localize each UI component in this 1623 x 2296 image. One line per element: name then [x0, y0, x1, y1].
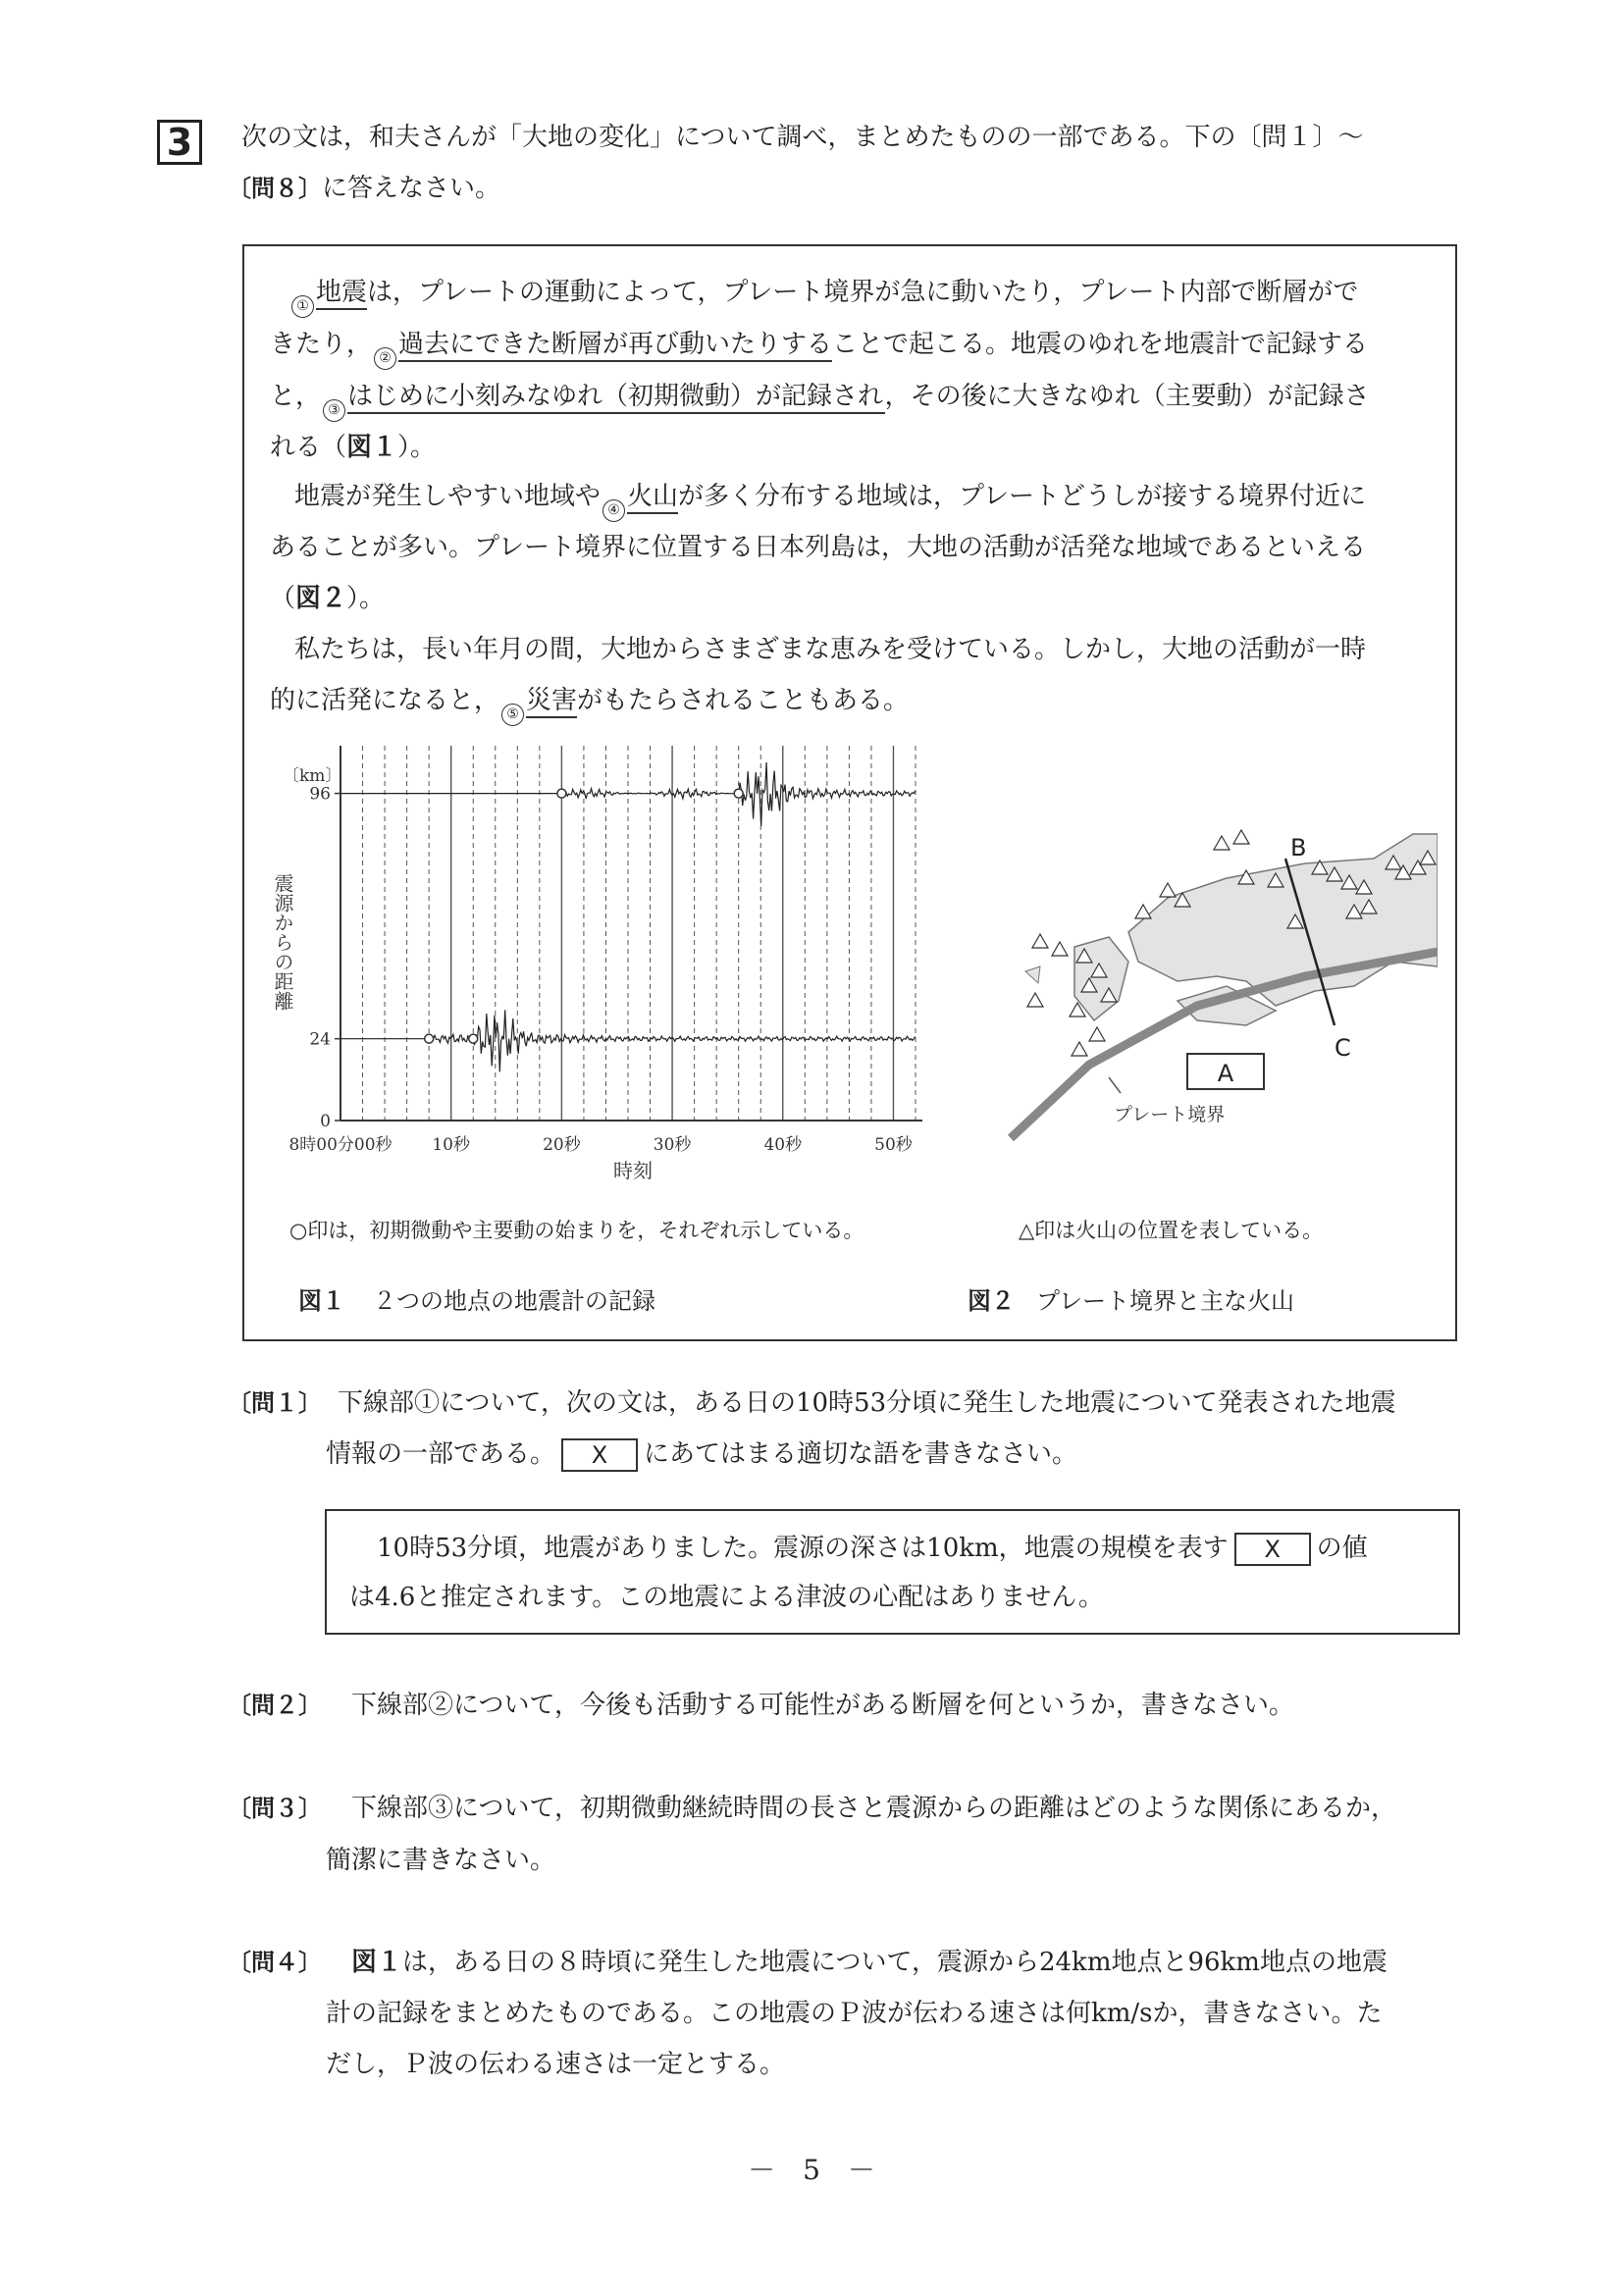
y-tick-label: 24: [309, 1029, 331, 1050]
q1-text: 情報の一部である。: [326, 1439, 556, 1469]
marker-2: ②: [374, 347, 396, 370]
fig-ref: 図２: [295, 584, 347, 613]
passage-line-6: あることが多い。プレート境界に位置する日本列島は，大地の活動が活発な地域であるといえる: [270, 533, 1366, 562]
map-land-kyushu: [1074, 937, 1128, 1020]
question-number: 3: [166, 121, 193, 164]
info-line-2: は4.6と推定されます。この地震による津波の心配はありません。: [349, 1583, 1104, 1612]
map-label-c: C: [1335, 1034, 1351, 1062]
passage-text: と，: [270, 382, 322, 411]
fig1-title: ２つの地点の地震計の記録: [373, 1287, 655, 1315]
underline-4: 火山: [627, 482, 678, 514]
volcano-icon: [1032, 934, 1048, 948]
volcano-icon: [1089, 1027, 1105, 1041]
q2-tag: 〔問２〕: [228, 1692, 322, 1719]
q3-line-1: [228, 1789, 1396, 1828]
underline-2: 過去にできた断層が再び動いたりする: [398, 330, 832, 362]
s-arrival-marker: [734, 789, 743, 798]
fig1-caption: [298, 1281, 655, 1316]
map-label-b: B: [1290, 834, 1307, 861]
x-tick-label: 10秒: [432, 1135, 471, 1155]
q1-tag: 〔問１〕: [228, 1389, 322, 1417]
info-text: 10時53分頃，地震がありました。震源の深さは10km，地震の規模を表す: [377, 1534, 1229, 1563]
volcano-icon: [1233, 830, 1249, 844]
passage-line-8: 私たちは，長い年月の間，大地からさまざまな恵みを受けている。しかし，大地の活動が一時: [294, 635, 1367, 664]
passage-text: ，その後に大きなゆれ（主要動）が記録さ: [884, 382, 1370, 411]
fig-ref: 図１: [346, 433, 398, 462]
y-tick-label: 96: [309, 784, 331, 805]
q4-line-2: 計の記録をまとめたものである。この地震のＰ波が伝わる速さは何km/sか，書きなさい。た: [326, 1999, 1383, 2028]
passage-text: ことで起こる。地震のゆれを地震計で記録する: [832, 330, 1369, 359]
passage-line-3: [270, 379, 1370, 422]
chart-vertical-gridlines: [363, 746, 916, 1121]
passage-line-4: [270, 430, 436, 465]
q4-tag: 〔問４〕: [228, 1949, 322, 1976]
volcano-icon: [1135, 905, 1151, 918]
fig2-label: 図２: [968, 1287, 1015, 1315]
volcano-icon: [1160, 883, 1176, 897]
q4-line-1: [228, 1943, 1387, 1982]
passage-text: 地震が発生しやすい地域や: [294, 482, 602, 511]
passage-text: れる（: [270, 433, 347, 462]
plate-map: [981, 814, 1438, 1158]
passage-text: が多く分布する地域は，プレートどうしが接する境界付近に: [678, 482, 1366, 511]
q4-fig-ref: 図１: [351, 1948, 403, 1977]
p-arrival-marker: [557, 789, 566, 798]
x-tick-label: 20秒: [543, 1135, 581, 1155]
passage-line-2: [270, 327, 1368, 370]
q3-tag: 〔問３〕: [228, 1795, 322, 1822]
passage-line-9: [270, 683, 909, 726]
intro-line-2: [228, 169, 500, 208]
fig2-title: プレート境界と主な火山: [1036, 1287, 1295, 1315]
volcano-icon: [1027, 993, 1043, 1007]
chart-x-label: 時刻: [613, 1159, 653, 1182]
q2-line: [228, 1686, 1294, 1725]
volcano-icon: [1052, 942, 1068, 956]
info-line-1: [377, 1529, 1368, 1568]
passage-text: （: [270, 584, 296, 613]
passage-line-1: [289, 275, 1358, 318]
fig2-caption: [968, 1281, 1294, 1316]
x-tick-label: 50秒: [874, 1135, 913, 1155]
boundary-leader: [1109, 1077, 1121, 1093]
passage-text: ）。: [397, 433, 437, 462]
q3-line-2: 簡潔に書きなさい。: [326, 1846, 556, 1875]
info-blank-x-box: X: [1234, 1533, 1311, 1566]
fig1-label: 図１: [298, 1287, 345, 1315]
volcano-icon: [1072, 1042, 1087, 1056]
volcano-icon: [1214, 836, 1230, 850]
map-boundary-label: プレート境界: [1114, 1104, 1226, 1125]
q1-text: 下線部①について，次の文は，ある日の10時53分頃に発生した地震について発表された地震: [338, 1388, 1396, 1418]
question-number-box: [157, 120, 202, 165]
chart-x-ticks: [288, 1135, 913, 1155]
fig2-note: △印は火山の位置を表している。: [1019, 1219, 1324, 1242]
q4-line-3: だし，Ｐ波の伝わる速さは一定とする。: [326, 2050, 786, 2079]
marker-4: ④: [602, 499, 625, 522]
s-arrival-marker: [469, 1034, 478, 1043]
fig1-note: ○印は，初期微動や主要動の始まりを，それぞれ示している。: [289, 1219, 864, 1242]
blank-x-box: X: [561, 1438, 638, 1472]
q1-line-1: [228, 1383, 1396, 1423]
underline-5: 災害: [526, 686, 577, 718]
chart-y-ticks: [309, 785, 340, 1131]
marker-1: ①: [291, 295, 314, 318]
passage-line-7: [270, 581, 385, 616]
passage-text: 的に活発になると，: [270, 686, 500, 715]
x-tick-label: 40秒: [763, 1135, 803, 1155]
intro-line-2-text: に答えなさい。: [322, 174, 501, 203]
passage-text: がもたらされることもある。: [577, 686, 910, 715]
q3-text: 下線部③について，初期微動継続時間の長さと震源からの距離はどのような関係にあるか，: [351, 1794, 1396, 1823]
x-tick-label: 8時00分00秒: [288, 1135, 393, 1155]
q1-text: にあてはまる適切な語を書きなさい。: [644, 1439, 1078, 1469]
chart-y-unit: 〔km〕: [283, 766, 342, 786]
map-island: [1025, 966, 1040, 983]
passage-text: きたり，: [270, 330, 373, 359]
p-arrival-marker: [425, 1034, 434, 1043]
underline-3: はじめに小刻みなゆれ（初期微動）が記録され: [347, 382, 885, 414]
passage-text: は，プレートの運動によって，プレート境界が急に動いたり，プレート内部で断層がで: [367, 278, 1359, 307]
chart-y-label: 震源からの距離: [271, 873, 294, 1011]
marker-3: ③: [323, 399, 345, 422]
y-tick-label: 0: [320, 1112, 331, 1131]
q1-line-2: [326, 1435, 1077, 1474]
q4-text: は，ある日の８時頃に発生した地震について，震源から24km地点と96km地点の地震: [402, 1948, 1387, 1977]
map-label-a: A: [1217, 1060, 1234, 1087]
passage-line-5: [294, 479, 1366, 522]
x-tick-label: 30秒: [653, 1135, 692, 1155]
marker-5: ⑤: [501, 704, 524, 726]
page-number: － 5 －: [748, 2154, 875, 2186]
intro-line-1: 次の文は，和夫さんが「大地の変化」について調べ，まとめたものの一部である。下の〔問１〕～: [241, 123, 1364, 152]
passage-text: ）。: [346, 584, 386, 613]
seismograph-chart: [265, 746, 952, 1207]
info-text: の値: [1316, 1534, 1368, 1563]
q2-text: 下線部②について，今後も活動する可能性がある断層を何というか，書きなさい。: [351, 1691, 1294, 1720]
underline-1: 地震: [316, 278, 367, 310]
intro-ref: 〔問８〕: [228, 175, 322, 202]
